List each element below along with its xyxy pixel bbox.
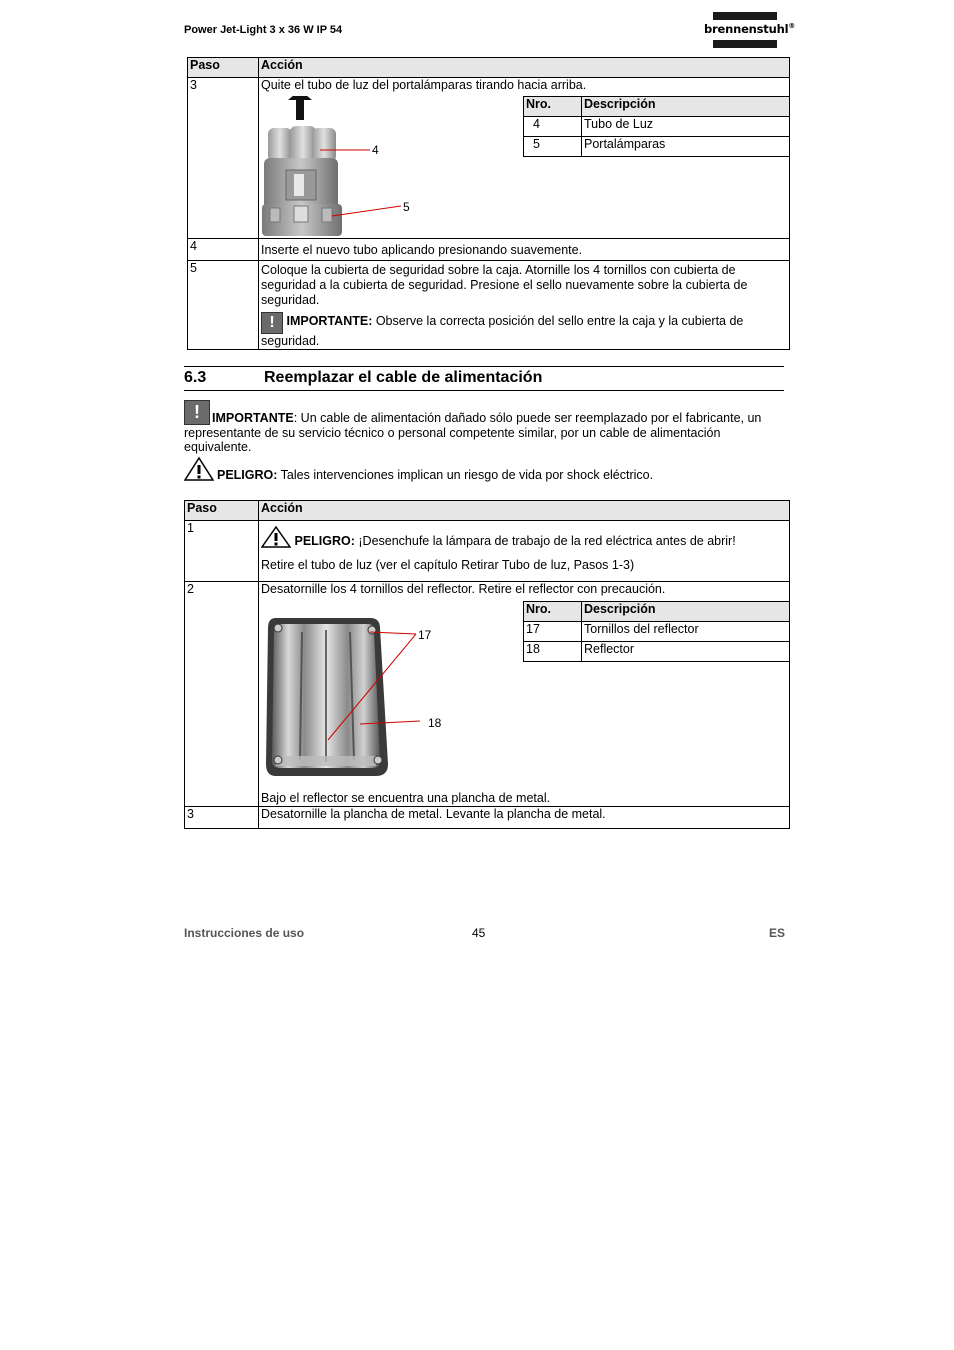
section-number: 6.3 [184,369,207,386]
step-text: Desatornille los 4 tornillos del reflector. Retire el reflector con precaución. [261,582,666,596]
callout-label: 18 [428,716,442,730]
document-title: Power Jet-Light 3 x 36 W IP 54 [184,24,343,36]
brand-logo: brennenstuhl® [704,12,786,50]
section-rule-top [184,366,784,367]
danger-step: PELIGRO: ¡Desenchufe la lámpara de trabajo de la red eléctrica antes de abrir! [261,525,787,549]
important-note: ! IMPORTANTE: Observe la correcta posición del sello entre la caja y la cubierta de seguridad. [261,314,744,348]
step-text-below: Bajo el reflector se encuentra una plancha de metal. [261,791,551,805]
step-number: 3 [188,78,259,239]
footer-left: Instrucciones de uso [184,926,305,940]
callout-line-5 [332,206,401,216]
callout-label: 17 [418,628,432,642]
step-number: 3 [185,807,259,829]
section-rule-bottom [184,390,784,391]
legend-table-1 [523,96,790,157]
legend-header-nro: Nro. [524,97,582,117]
section-title: Reemplazar el cable de alimentación [264,369,543,386]
legend-row: 17 Tornillos del reflector [524,622,790,642]
callout-label: 5 [403,200,410,214]
step-number: 4 [188,239,259,261]
step-text: Quite el tubo de luz del portalámparas tirando hacia arriba. [261,78,587,92]
col-paso: Paso [185,501,259,521]
col-accion: Acción [259,501,790,521]
step-text: Inserte el nuevo tubo aplicando presionando suavemente. [259,239,790,261]
footer-language: ES [769,926,786,940]
legend-header-desc: Descripción [582,97,790,117]
arrow-up-icon [288,96,312,120]
exclamation-icon: ! [184,400,210,425]
step-number: 2 [185,582,259,807]
warning-triangle-icon [261,525,291,549]
step-text: Retire el tubo de luz (ver el capítulo Retirar Tubo de luz, Pasos 1-3) [261,558,635,572]
legend-row: 18 Reflector [524,642,790,662]
step-number: 1 [185,521,259,582]
legend-header-desc: Descripción [582,602,790,622]
legend-row: 5 Portalámparas [524,137,790,157]
page-number: 45 [472,926,486,940]
exclamation-icon: ! [261,312,283,334]
warning-triangle-icon [184,456,214,482]
callout-label: 4 [372,143,379,157]
legend-header-nro: Nro. [524,602,582,622]
danger-notice: PELIGRO: Tales intervenciones implican un riesgo de vida por shock eléctrico. [217,468,654,482]
col-paso: Paso [188,58,259,78]
col-accion: Acción [259,58,790,78]
step-text: Coloque la cubierta de seguridad sobre la caja. Atornille los 4 tornillos con cubierta de seguridad a la cubierta de seguridad. Presione el sello nuevamente sobre la cubierta de seguridad. [261,263,748,307]
step-number: 5 [188,261,259,350]
lampholder-image [258,96,423,238]
step-text: Desatornille la plancha de metal. Levante la plancha de metal. [259,807,790,829]
important-notice: IMPORTANTE: Un cable de alimentación dañado sólo puede ser reemplazado por el fabricante, un representante de su servicio técnico o personal competente similar, por un cable de alimentación equivalente. [184,411,762,454]
legend-row: 4 Tubo de Luz [524,117,790,137]
legend-table-2 [523,601,790,662]
